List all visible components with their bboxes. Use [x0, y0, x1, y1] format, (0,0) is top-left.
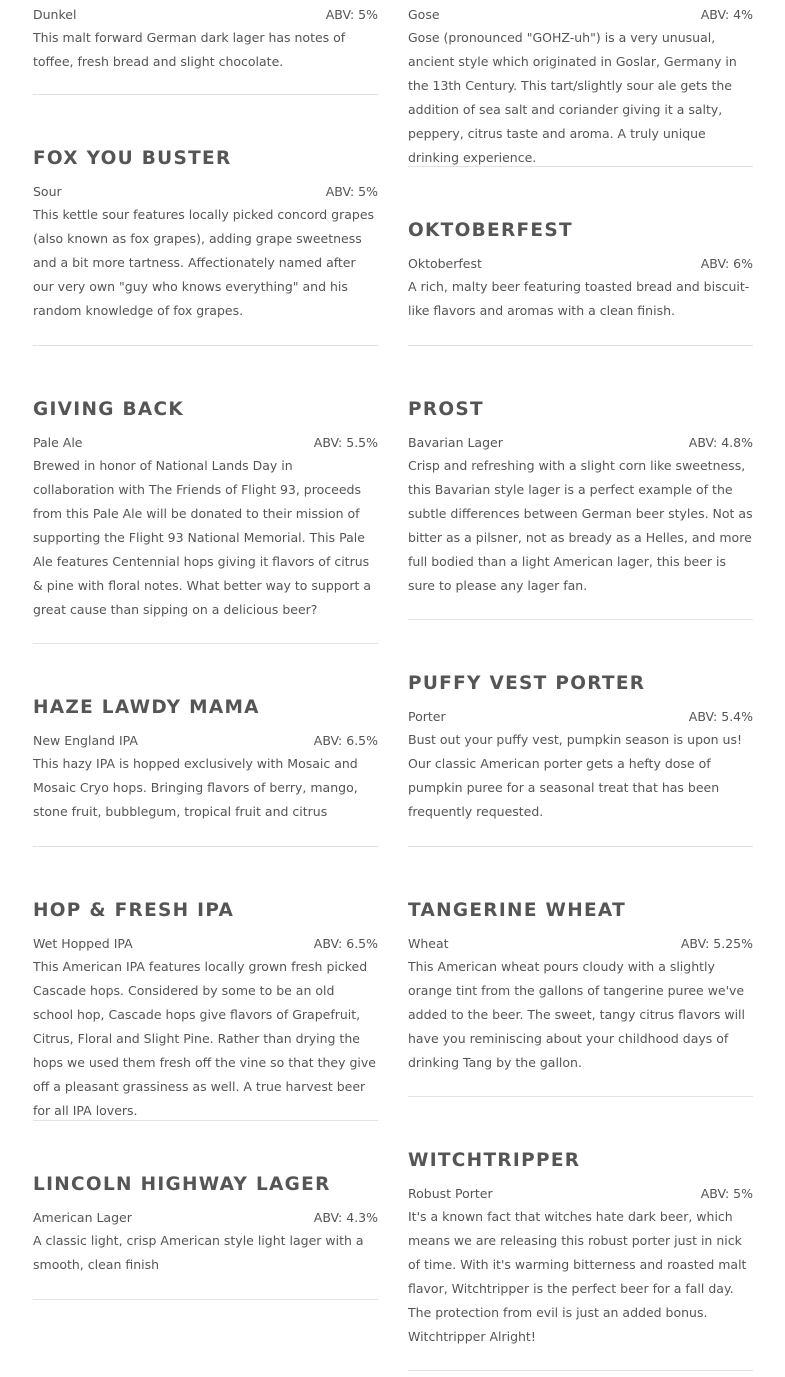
beer-meta	[33, 1210, 378, 1226]
beer-style: Wheat	[408, 936, 449, 951]
beer-name: PUFFY VEST PORTER	[408, 673, 646, 694]
beer-item-fox-you-buster	[33, 147, 378, 323]
beer-meta	[33, 435, 378, 451]
beer-name: LINCOLN HIGHWAY LAGER	[33, 1174, 331, 1195]
beer-abv: ABV: 4.3%	[313, 1210, 378, 1225]
beer-item-hop-fresh-ipa	[33, 899, 378, 1123]
beer-item-prost	[408, 398, 753, 598]
beer-meta	[408, 256, 753, 272]
divider	[408, 846, 753, 847]
beer-description: A classic light, crisp American style light lager with a smooth, clean finish	[33, 1233, 364, 1272]
beer-description: Bust out your puffy vest, pumpkin season is upon us! Our classic American porter gets a hefty dose of pumpkin puree for a seasonal treat that has been frequently requested.	[408, 732, 742, 819]
divider	[408, 1370, 753, 1371]
beer-abv: ABV: 5%	[700, 1186, 753, 1201]
beer-style: New England IPA	[33, 733, 138, 748]
beer-style: Bavarian Lager	[408, 435, 503, 450]
beer-description: Gose (pronounced "GOHZ-uh") is a very unusual, ancient style which originated in Goslar, Germany in the 13th Century. This tart/slightly sour ale gets the addition of sea salt and coriander giving it a salty, peppery, citrus taste and aroma. A truly unique drinking experience.	[408, 30, 737, 165]
beer-meta	[408, 936, 753, 952]
beer-item-haze-lawdy-mama	[33, 696, 378, 824]
beer-meta	[33, 733, 378, 749]
beer-name: HAZE LAWDY MAMA	[33, 697, 260, 718]
divider	[33, 1299, 378, 1300]
beer-abv: ABV: 5%	[325, 7, 378, 22]
beer-abv: ABV: 5.4%	[688, 709, 753, 724]
beer-abv: ABV: 6.5%	[313, 936, 378, 951]
divider	[408, 619, 753, 620]
divider	[33, 1120, 378, 1121]
beer-item-lincoln-highway-lager	[33, 1173, 378, 1277]
divider	[33, 643, 378, 644]
beer-description: Brewed in honor of National Lands Day in collaboration with The Friends of Flight 93, proceeds from this Pale Ale will be donated to their mission of supporting the Flight 93 National Memorial. This Pale Ale features Centennial hops giving it flavors of citrus & pine with floral notes. What better way to support a great cause than sipping on a delicious beer?	[33, 458, 372, 617]
beer-style: American Lager	[33, 1210, 132, 1225]
divider	[408, 166, 753, 167]
beer-item-gose	[408, 7, 753, 170]
beer-description: A rich, malty beer featuring toasted bread and biscuit-like flavors and aromas with a clean finish.	[408, 279, 750, 318]
beer-description: This malt forward German dark lager has notes of toffee, fresh bread and slight chocolate.	[33, 30, 346, 69]
beer-item-giving-back	[33, 398, 378, 622]
beer-abv: ABV: 5%	[325, 184, 378, 199]
beer-item-dunkel	[33, 7, 378, 74]
beer-name: FOX YOU BUSTER	[33, 148, 232, 169]
beer-name: HOP & FRESH IPA	[33, 900, 235, 921]
beer-item-witchtripper	[408, 1149, 753, 1349]
beer-abv: ABV: 4.8%	[688, 435, 753, 450]
divider	[33, 846, 378, 847]
beer-style: Pale Ale	[33, 435, 83, 450]
beer-style: Sour	[33, 184, 62, 199]
beer-meta	[33, 184, 378, 200]
beer-description: This hazy IPA is hopped exclusively with Mosaic and Mosaic Cryo hops. Bringing flavors of berry, mango, stone fruit, bubblegum, tropical fruit and citrus	[33, 756, 358, 819]
beer-style: Robust Porter	[408, 1186, 493, 1201]
beer-meta	[408, 1186, 753, 1202]
beer-style: Porter	[408, 709, 446, 724]
beer-meta	[33, 7, 378, 23]
beer-abv: ABV: 6.5%	[313, 733, 378, 748]
beer-meta	[33, 936, 378, 952]
beer-description: This kettle sour features locally picked concord grapes (also known as fox grapes), adding grape sweetness and a bit more tartness. Affectionately named after our very own "guy who knows everything" and his random knowledge of fox grapes.	[33, 207, 375, 318]
beer-name: PROST	[408, 399, 484, 420]
beer-abv: ABV: 5.25%	[680, 936, 753, 951]
beer-style: Wet Hopped IPA	[33, 936, 133, 951]
divider	[33, 94, 378, 95]
beer-description: It's a known fact that witches hate dark beer, which means we are releasing this robust porter just in nick of time. With it's warming bitterness and roasted malt flavor, Witchtripper is the perfect beer for a fall day. The protection from evil is just an added bonus. Witchtripper Alright!	[408, 1209, 747, 1344]
beer-item-puffy-vest-porter	[408, 672, 753, 824]
beer-meta	[408, 7, 753, 23]
divider	[408, 345, 753, 346]
beer-meta	[408, 709, 753, 725]
beer-style: Oktoberfest	[408, 256, 482, 271]
beer-name: WITCHTRIPPER	[408, 1150, 581, 1171]
beer-item-tangerine-wheat	[408, 899, 753, 1075]
beer-abv: ABV: 4%	[700, 7, 753, 22]
beer-description: This American wheat pours cloudy with a slightly orange tint from the gallons of tangerine puree we've added to the beer. The sweet, tangy citrus flavors will have you reminiscing about your childhood days of drinking Tang by the gallon.	[408, 959, 746, 1070]
beer-description: This American IPA features locally grown fresh picked Cascade hops. Considered by some to be an old school hop, Cascade hops give flavors of Grapefruit, Citrus, Floral and Slight Pine. Rather than drying the hops we used them fresh off the vine so that they give off a pleasant grassiness as well. A true harvest beer for all IPA lovers.	[33, 959, 376, 1118]
beer-meta	[408, 435, 753, 451]
beer-abv: ABV: 5.5%	[313, 435, 378, 450]
beer-description: Crisp and refreshing with a slight corn like sweetness, this Bavarian style lager is a perfect example of the subtle differences between German beer styles. Not as bitter as a pilsner, not as bready as a Helles, and more full bodied than a light American lager, this beer is sure to please any lager fan.	[408, 458, 753, 593]
divider	[408, 1096, 753, 1097]
beer-name: TANGERINE WHEAT	[408, 900, 627, 921]
beer-abv: ABV: 6%	[700, 256, 753, 271]
divider	[33, 345, 378, 346]
beer-item-oktoberfest	[408, 219, 753, 323]
beer-style: Dunkel	[33, 7, 77, 22]
beer-name: GIVING BACK	[33, 399, 185, 420]
beer-name: OKTOBERFEST	[408, 220, 573, 241]
beer-style: Gose	[408, 7, 440, 22]
